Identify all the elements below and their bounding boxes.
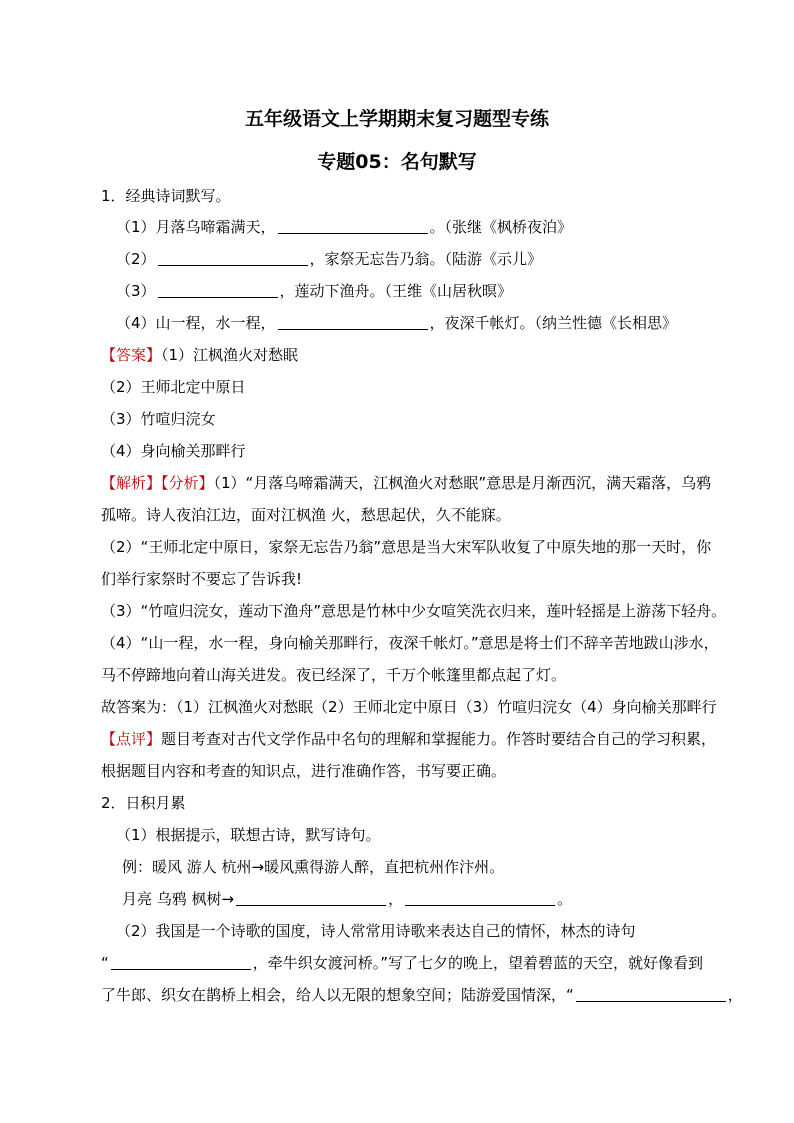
analysis-line-2: 孤啼。诗人夜泊江边，面对江枫渔 火，愁思起伏，久不能寐。	[101, 506, 511, 524]
analysis-line-7: 马不停蹄地向着山海关进发。夜已经深了，千万个帐篷里都点起了灯。	[101, 666, 567, 684]
q2-item-1: （1）根据提示，联想古诗，默写诗句。	[116, 826, 381, 844]
q1-item-2-suffix: ，家祭无忘告乃翁。（陆游《示儿》	[309, 250, 543, 268]
q1-item-3	[116, 281, 512, 301]
q2-moon-prefix: 月亮 乌鸦 枫树→	[122, 890, 235, 908]
q2-line-3-prefix: 了牛郎、织女在鹊桥上相会，给人以无限的想象空间；陆游爱国情深，“	[101, 986, 574, 1004]
q1-item-4-suffix: ，夜深千帐灯。（纳兰性德《长相思》	[429, 314, 678, 332]
q2-line-3-suffix: ，	[727, 986, 743, 1004]
answer-blank[interactable]	[158, 281, 278, 298]
q1-item-4	[116, 313, 677, 333]
q1-item-1	[116, 217, 572, 237]
answer-1: （1）江枫渔火对愁眠	[161, 346, 299, 364]
analysis-line-3: （2）“王师北定中原日，家祭无忘告乃翁”意思是当大宋军队收复了中原失地的那一天时，你	[101, 538, 712, 556]
comment-line-1	[101, 729, 716, 749]
answer-blank[interactable]	[576, 985, 726, 1002]
comment-text: 题目考查对古代文学作品中名句的理解和掌握能力。作答时要结合自己的学习积累，	[161, 730, 717, 748]
answer-4: （4）身向榆关那畔行	[101, 442, 246, 460]
q2-example: 例：暖风 游人 杭州→暖风熏得游人醉，直把杭州作汴州。	[122, 858, 505, 876]
answer-tag: 【答案】	[101, 346, 162, 364]
question-2-stem: 2．日积月累	[101, 794, 186, 812]
q2-item-2-line-1: （2）我国是一个诗歌的国度，诗人常常用诗歌来表达自己的情怀，林杰的诗句	[116, 922, 636, 940]
analysis-line-4: 们举行家祭时不要忘了告诉我!	[101, 570, 303, 588]
q1-answer-line	[101, 345, 298, 365]
q1-item-3-suffix: ，莲动下渔舟。（王维《山居秋暝》	[279, 282, 513, 300]
page-subtitle: 专题05：名句默写	[317, 151, 477, 173]
q1-item-3-prefix: （3）	[116, 282, 156, 300]
final-answer: 故答案为：（1）江枫渔火对愁眠（2）王师北定中原日（3）竹喧归浣女（4）身向榆关那畔行	[101, 698, 717, 716]
q2-moon-period: 。	[557, 890, 573, 908]
answer-blank[interactable]	[278, 217, 428, 234]
q2-quote-open: “	[101, 954, 109, 972]
q2-moon-line	[122, 889, 572, 909]
q1-item-4-prefix: （4）山一程，水一程，	[116, 314, 276, 332]
q1-item-1-suffix: 。（张继《枫桥夜泊》	[429, 218, 573, 236]
answer-blank[interactable]	[158, 249, 308, 266]
question-1-stem: 1．经典诗词默写。	[101, 187, 231, 205]
comment-line-2: 根据题目内容和考查的知识点，进行准确作答，书写要正确。	[101, 762, 507, 780]
analysis-line-6: （4）“山一程，水一程，身向榆关那畔行，夜深千帐灯。”意思是将士们不辞辛苦地跋山涉水，	[101, 634, 719, 652]
q2-item-2-line-3	[101, 985, 743, 1005]
q1-item-1-prefix: （1）月落乌啼霜满天，	[116, 218, 276, 236]
q1-item-2	[116, 249, 542, 269]
analysis-line-1	[101, 473, 711, 493]
analysis-line-5: （3）“竹喧归浣女，莲动下渔舟”意思是竹林中少女喧笑洗衣归来，莲叶轻摇是上游荡下轻舟。	[101, 602, 727, 620]
answer-2: （2）王师北定中原日	[101, 378, 246, 396]
analysis-text: （1）“月落乌啼霜满天，江枫渔火对愁眠”意思是月渐西沉，满天霜落，乌鸦	[213, 474, 712, 492]
answer-blank[interactable]	[111, 953, 251, 970]
q2-item-2-line-2	[101, 953, 703, 973]
answer-3: （3）竹喧归浣女	[101, 410, 216, 428]
analysis-tag: 【解析】【分析】	[101, 474, 214, 492]
q2-line-2-suffix: ，牵牛织女渡河桥。”写了七夕的晚上，望着碧蓝的天空，就好像看到	[252, 954, 704, 972]
q1-item-2-prefix: （2）	[116, 250, 156, 268]
comment-tag: 【点评】	[101, 730, 162, 748]
q2-moon-comma: ，	[388, 890, 404, 908]
answer-blank[interactable]	[278, 313, 428, 330]
answer-blank[interactable]	[236, 889, 386, 906]
page-title: 五年级语文上学期期末复习题型专练	[244, 108, 549, 130]
answer-blank[interactable]	[405, 889, 555, 906]
